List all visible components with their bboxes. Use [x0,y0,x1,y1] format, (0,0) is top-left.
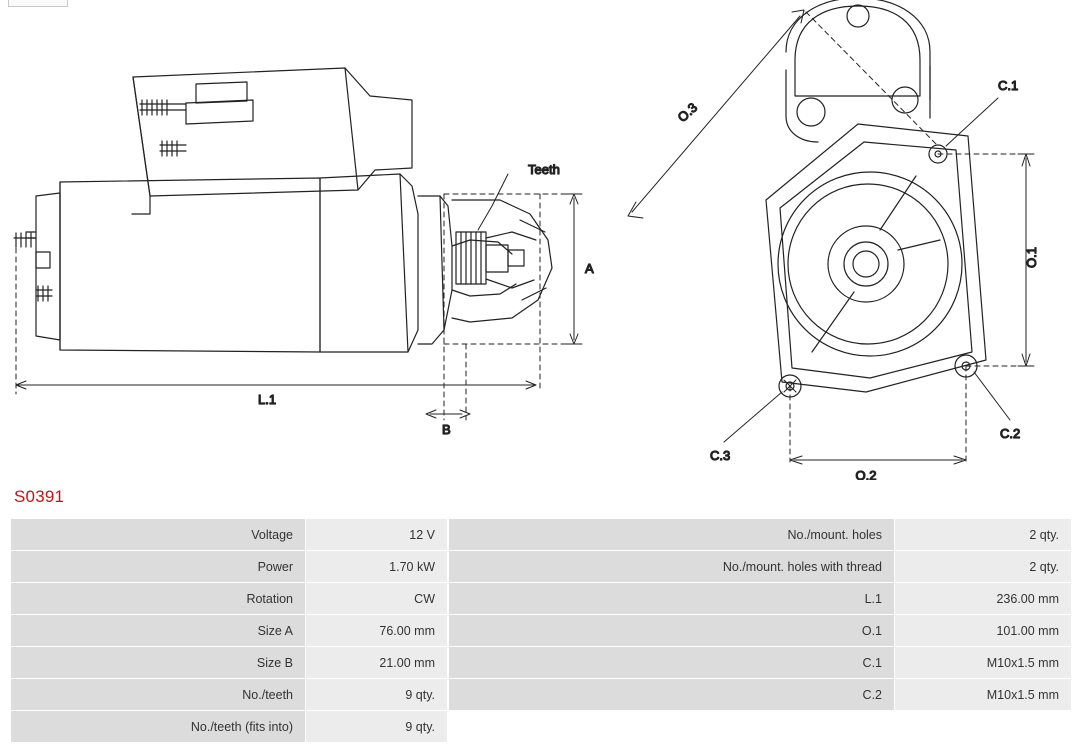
dim-label-o1: O.1 [1024,247,1039,268]
spec-value: 1.70 kW [306,551,448,583]
table-row [11,551,448,583]
spec-value: M10x1.5 mm [895,647,1072,679]
spec-value: CW [306,583,448,615]
table-row [449,679,1072,711]
dim-label-l1: L.1 [258,392,277,407]
dim-label-c2: C.2 [1000,426,1021,441]
spec-value: 76.00 mm [306,615,448,647]
spec-value: 2 qty. [895,519,1072,551]
spec-label: C.1 [449,647,895,679]
table-row [449,647,1072,679]
dim-label-a: A [585,261,594,276]
spec-value: 9 qty. [306,711,448,743]
table-row [449,519,1072,551]
spec-label: Power [11,551,306,583]
dim-label-o3: O.3 [674,99,701,125]
spec-label: No./mount. holes with thread [449,551,895,583]
table-row [11,615,448,647]
spec-label: O.1 [449,615,895,647]
spec-value: M10x1.5 mm [895,679,1072,711]
spec-table-right [448,518,1072,743]
spec-label: Rotation [11,583,306,615]
spec-label: Size A [11,615,306,647]
table-row [11,711,448,743]
table-row [11,679,448,711]
spec-value: 236.00 mm [895,583,1072,615]
spec-label: C.2 [449,679,895,711]
dim-label-b: B [442,422,451,437]
page-title: S0391 [14,487,65,506]
dim-label-c3: C.3 [710,448,731,463]
spec-label: L.1 [449,583,895,615]
dim-label-o2: O.2 [855,468,877,480]
spec-value: 9 qty. [306,679,448,711]
spec-label: Size B [11,647,306,679]
spec-value: 21.00 mm [306,647,448,679]
table-row [449,551,1072,583]
spec-table-left [10,518,448,743]
spec-value: 101.00 mm [895,615,1072,647]
spec-value [895,711,1072,743]
table-row [449,711,1072,743]
table-row [11,519,448,551]
spec-label [449,711,895,743]
dim-label-teeth: Teeth [528,162,560,177]
table-row [449,583,1072,615]
dim-label-c1: C.1 [998,78,1019,93]
table-row [449,615,1072,647]
spec-label: No./teeth [11,679,306,711]
spec-tables [10,518,1070,743]
table-row [11,647,448,679]
spec-value: 12 V [306,519,448,551]
spec-label: No./mount. holes [449,519,895,551]
table-row [11,583,448,615]
spec-label: Voltage [11,519,306,551]
spec-label: No./teeth (fits into) [11,711,306,743]
spec-value: 2 qty. [895,551,1072,583]
